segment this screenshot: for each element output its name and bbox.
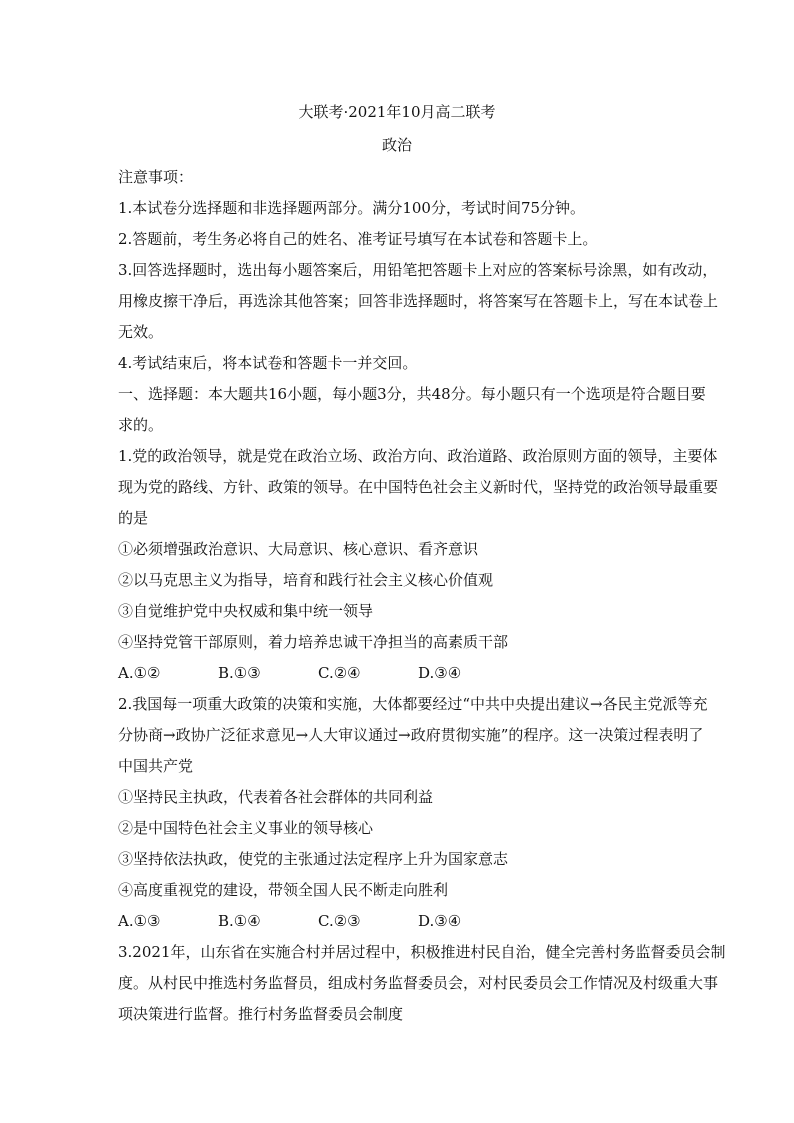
q2-stem: 分协商→政协广泛征求意见→人大审议通过→政府贯彻实施”的程序。这一决策过程表明了 <box>118 726 704 744</box>
q2-item: ①坚持民主执政，代表着各社会群体的共同利益 <box>118 788 434 806</box>
q1-option-d: D.③④ <box>418 664 462 682</box>
notice-line: 3.回答选择题时，选出每小题答案后，用铅笔把答题卡上对应的答案标号涂黑，如有改动， <box>118 261 718 279</box>
q2-stem: 2.我国每一项重大政策的决策和实施，大体都要经过“中共中央提出建议→各民主党派等充 <box>118 695 708 713</box>
q2-option-b: B.①④ <box>218 912 261 930</box>
q1-stem: 1.党的政治领导，就是党在政治立场、政治方向、政治道路、政治原则方面的领导，主要体 <box>118 447 718 465</box>
q2-item: ③坚持依法执政，使党的主张通过法定程序上升为国家意志 <box>118 850 509 868</box>
notice-line: 1.本试卷分选择题和非选择题两部分。满分100分，考试时间75分钟。 <box>118 199 586 217</box>
q3-stem: 3.2021年，山东省在实施合村并居过程中，积极推进村民自治，健全完善村务监督委员会制 <box>118 943 726 961</box>
q2-option-c: C.②③ <box>318 912 361 930</box>
q1-item: ③自觉维护党中央权威和集中统一领导 <box>118 602 374 620</box>
q2-option-d: D.③④ <box>418 912 462 930</box>
q1-stem: 的是 <box>118 509 149 527</box>
exam-subject: 政治 <box>381 136 412 154</box>
exam-title: 大联考·2021年10月高二联考 <box>298 103 496 121</box>
notice-line: 用橡皮擦干净后，再选涂其他答案；回答非选择题时，将答案写在答题卡上，写在本试卷上 <box>118 292 719 310</box>
q2-item: ④高度重视党的建设，带领全国人民不断走向胜利 <box>118 881 449 899</box>
q1-option-c: C.②④ <box>318 664 361 682</box>
section-heading: 求的。 <box>118 416 164 434</box>
notice-heading: 注意事项： <box>118 168 194 186</box>
q1-stem: 现为党的路线、方针、政策的领导。在中国特色社会主义新时代，坚持党的政治领导最重要 <box>118 478 719 496</box>
q2-option-a: A.①③ <box>118 912 161 930</box>
q2-stem: 中国共产党 <box>118 757 194 775</box>
q1-item: ④坚持党管干部原则，着力培养忠诚干净担当的高素质干部 <box>118 633 509 651</box>
q1-option-b: B.①③ <box>218 664 261 682</box>
q2-item: ②是中国特色社会主义事业的领导核心 <box>118 819 374 837</box>
notice-line: 2.答题前，考生务必将自己的姓名、准考证号填写在本试卷和答题卡上。 <box>118 230 598 248</box>
q2-options <box>118 906 678 937</box>
q1-item: ①必须增强政治意识、大局意识、核心意识、看齐意识 <box>118 540 479 558</box>
q1-option-a: A.①② <box>118 664 161 682</box>
q1-item: ②以马克思主义为指导，培育和践行社会主义核心价值观 <box>118 571 494 589</box>
q3-stem: 项决策进行监督。推行村务监督委员会制度 <box>118 1005 404 1023</box>
q3-stem: 度。从村民中推选村务监督员，组成村务监督委员会，对村民委员会工作情况及村级重大事 <box>118 974 719 992</box>
section-heading: 一、选择题：本大题共16小题，每小题3分，共48分。每小题只有一个选项是符合题目要 <box>118 385 706 403</box>
q1-options <box>118 658 678 689</box>
notice-line: 无效。 <box>118 323 164 341</box>
notice-line: 4.考试结束后，将本试卷和答题卡一并交回。 <box>118 354 418 372</box>
